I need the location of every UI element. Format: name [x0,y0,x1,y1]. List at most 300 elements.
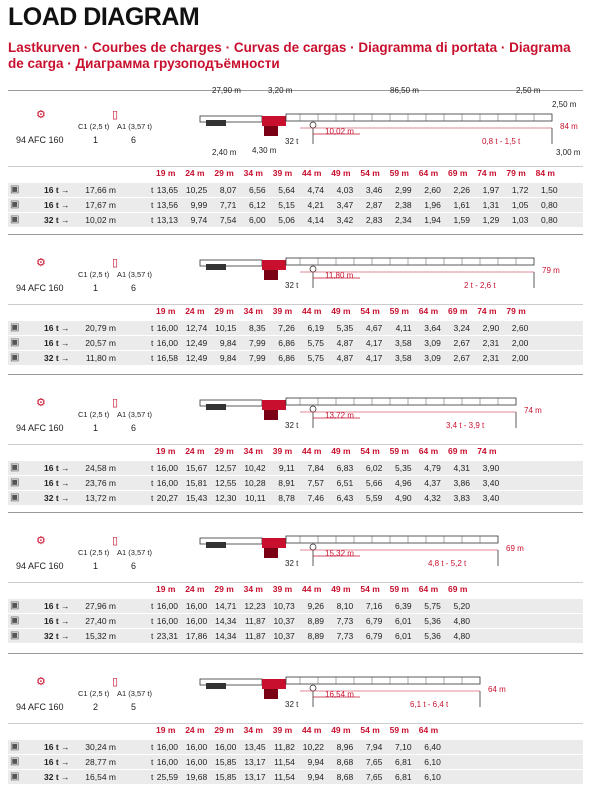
column-header: 49 m [331,306,351,316]
crane-symbol-icon: ⚙ [36,109,46,121]
capacity-value: 13,45 [244,742,266,752]
column-header: 19 m [156,725,176,735]
capacity-value: 12,30 [215,493,237,503]
capacity-value: 8,07 [219,185,237,195]
slewing-unit [262,400,286,410]
capacity-value: 16,00 [156,757,178,767]
capacity-value: 6,79 [365,631,383,641]
capacity-value: 6,01 [395,616,412,626]
dim-tip-height: 2,50 m [552,100,577,109]
column-header: 39 m [272,168,293,178]
column-header: 69 m [448,306,468,316]
column-header: 29 m [214,446,234,456]
column-header: 64 m [418,446,439,456]
capacity-value: 1,72 [511,185,529,195]
page-subtitle: Lastkurven · Courbes de charges · Curvas de cargas · Diagramma di portata · Diagrama de carga · Диаграмма грузоподъёмности [8,40,571,71]
capacity-value: 16,00 [185,601,208,611]
column-header: 29 m [214,306,234,316]
capacity-value: 12,49 [185,353,208,363]
capacity-value: 16,00 [215,742,237,752]
trolley-hook [310,406,316,412]
capacity-value: 7,65 [365,757,383,767]
column-header: 54 m [360,725,380,735]
capacity-value: 6,00 [249,215,266,225]
capacity-value: 3,83 [453,493,470,503]
capacity-value: 12,74 [185,323,208,333]
capacity-value: 16,00 [156,742,178,752]
counterweight [206,404,226,410]
capacity-value: 2,87 [365,200,383,210]
capacity-value: 7,99 [249,353,266,363]
a1-value: 6 [131,423,137,433]
hook-icon: ▣ [10,741,20,752]
model-name: 94 AFC 160 [16,423,64,433]
column-header: 24 m [185,446,205,456]
boom-symbol-icon: ▯ [112,257,119,269]
capacity-value: 14,71 [215,601,237,611]
capacity-value: 10,37 [273,631,295,641]
capacity-value: 6,19 [307,323,324,333]
load-table-block [0,516,591,666]
column-header: 44 m [302,584,322,594]
hook-icon: ▣ [10,630,20,641]
capacity-value: 9,84 [219,338,237,348]
capacity-value: 16,00 [185,742,208,752]
load-value: 32 t → [44,493,70,503]
column-header: 54 m [360,584,380,594]
cabin [264,270,278,280]
page-title: LOAD DIAGRAM [8,3,200,31]
column-header: 54 m [360,168,380,178]
load-value: 32 t → [44,215,70,225]
column-header: 59 m [389,584,409,594]
model-name: 94 AFC 160 [16,283,64,293]
a1-value: 5 [131,702,137,712]
capacity-value: 1,31 [482,200,500,210]
capacity-value: 10,42 [244,463,266,473]
capacity-value: 3,58 [395,338,412,348]
unit-label: t [151,601,154,611]
capacity-value: 1,96 [424,200,441,210]
reach-value: 17,67 m [85,200,116,210]
capacity-value: 5,36 [424,616,441,626]
capacity-value: 4,17 [365,353,383,363]
capacity-value: 10,28 [244,478,266,488]
reach-value: 10,02 m [85,215,116,225]
reach-label: 10,02 m [325,127,354,136]
capacity-value: 15,85 [215,772,237,782]
c1-label: C1 (2,5 t) [78,689,110,698]
column-header: 24 m [185,168,205,178]
counterweight [206,683,226,689]
column-header: 24 m [185,725,205,735]
header-separator [8,582,583,583]
capacity-value: 6,12 [249,200,266,210]
capacity-value: 4,37 [424,478,441,488]
hook-icon: ▣ [10,337,20,348]
table-row [8,769,583,784]
slewing-unit [262,116,286,126]
capacity-value: 5,06 [278,215,295,225]
load-value: 32 t → [44,772,70,782]
block-separator [8,374,583,375]
column-header: 39 m [272,306,293,316]
column-header: 59 m [389,446,409,456]
capacity-value: 2,34 [395,215,412,225]
hook-icon: ▣ [10,615,20,626]
capacity-value: 7,73 [336,631,354,641]
capacity-value: 16,00 [156,323,178,333]
unit-label: t [151,742,154,752]
column-header: 29 m [214,725,234,735]
dim-hook-height: 3,00 m [556,148,581,157]
capacity-value: 2,26 [453,185,470,195]
table-row [8,335,583,350]
table-row [8,598,583,613]
capacity-value: 2,31 [482,353,500,363]
capacity-value: 9,94 [307,772,324,782]
column-header: 39 m [272,584,293,594]
jib [286,677,480,684]
capacity-value: 3,09 [424,353,441,363]
trolley-hook [310,122,316,128]
capacity-value: 5,59 [365,493,383,503]
column-header: 84 m [535,168,555,178]
capacity-value: 7,26 [278,323,295,333]
tip-load-label: 6,1 t - 6,4 t [410,700,449,709]
capacity-value: 5,66 [365,478,383,488]
unit-label: t [151,353,154,363]
reach-value: 30,24 m [85,742,116,752]
column-header: 39 m [272,446,293,456]
column-header: 49 m [331,168,351,178]
capacity-value: 7,16 [365,601,383,611]
capacity-value: 5,75 [307,353,324,363]
unit-label: t [151,215,154,225]
tip-load-label: 0,8 t - 1,5 t [482,137,521,146]
capacity-value: 25,59 [156,772,178,782]
reach-label: 13,72 m [325,411,354,420]
capacity-value: 5,15 [278,200,295,210]
capacity-value: 5,35 [336,323,354,333]
c1-value: 1 [93,283,99,293]
load-value: 32 t → [44,631,70,641]
capacity-value: 6,86 [278,353,295,363]
c1-value: 1 [93,561,99,571]
reach-label: 15,32 m [325,549,354,558]
a1-value: 6 [131,135,137,145]
table-row [8,628,583,643]
reach-value: 11,80 m [85,353,116,363]
c1-value: 2 [93,702,99,712]
capacity-value: 15,67 [185,463,208,473]
table-row [8,182,583,197]
capacity-value: 20,27 [156,493,178,503]
load-value: 16 t → [44,463,70,473]
column-header: 34 m [243,168,263,178]
column-header: 74 m [477,446,497,456]
trolley-hook [310,685,316,691]
model-name: 94 AFC 160 [16,702,64,712]
column-header: 64 m [418,168,439,178]
c1-value: 1 [93,423,99,433]
capacity-value: 7,71 [219,200,237,210]
capacity-value: 7,84 [307,463,324,473]
dim-tail-height: 2,40 m [212,148,237,157]
capacity-value: 3,46 [365,185,383,195]
hook-icon: ▣ [10,492,20,503]
capacity-value: 2,83 [365,215,383,225]
capacity-value: 16,00 [156,338,178,348]
capacity-value: 3,09 [424,338,441,348]
capacity-value: 4,67 [365,323,383,333]
capacity-value: 4,21 [307,200,324,210]
crane-symbol-icon: ⚙ [36,676,46,688]
capacity-value: 8,91 [278,478,295,488]
c1-label: C1 (2,5 t) [78,548,110,557]
capacity-value: 6,86 [278,338,295,348]
unit-label: t [151,757,154,767]
reach-value: 23,76 m [85,478,116,488]
capacity-value: 2,90 [482,323,500,333]
capacity-value: 6,51 [336,478,354,488]
capacity-value: 5,64 [278,185,295,195]
capacity-value: 7,99 [249,338,266,348]
column-header: 79 m [506,306,526,316]
a1-label: A1 (3,57 t) [117,548,153,557]
capacity-value: 6,81 [395,772,412,782]
capacity-value: 6,01 [395,631,412,641]
unit-label: t [151,631,154,641]
tip-load-label: 3,4 t - 3,9 t [446,421,485,430]
model-name: 94 AFC 160 [16,135,64,145]
capacity-value: 11,87 [244,631,266,641]
capacity-value: 4,17 [365,338,383,348]
table-row [8,460,583,475]
capacity-value: 2,60 [424,185,441,195]
column-header: 54 m [360,446,380,456]
capacity-value: 1,03 [511,215,529,225]
load-value: 16 t → [44,742,70,752]
crane-symbol-icon: ⚙ [36,535,46,547]
capacity-value: 8,78 [278,493,295,503]
capacity-value: 2,67 [453,338,470,348]
column-header: 24 m [185,306,205,316]
column-header: 69 m [448,584,468,594]
capacity-value: 4,11 [395,323,412,333]
load-value: 16 t → [44,478,70,488]
column-header: 74 m [477,306,497,316]
capacity-value: 11,54 [274,772,295,782]
block-separator [8,512,583,513]
cabin [264,689,278,699]
capacity-value: 8,89 [307,616,324,626]
capacity-value: 2,60 [511,323,529,333]
capacity-value: 4,90 [395,493,412,503]
counterweight [206,542,226,548]
capacity-value: 16,00 [156,478,178,488]
load-capacity-label: 32 t [285,559,299,568]
load-value: 32 t → [44,353,70,363]
capacity-value: 5,36 [424,631,441,641]
capacity-value: 6,10 [424,772,441,782]
capacity-value: 3,90 [482,463,500,473]
column-header: 64 m [418,584,439,594]
capacity-value: 10,73 [273,601,295,611]
column-header: 39 m [272,725,293,735]
capacity-value: 8,89 [307,631,324,641]
capacity-value: 4,80 [453,631,470,641]
a1-label: A1 (3,57 t) [117,689,153,698]
capacity-value: 4,31 [453,463,470,473]
boom-symbol-icon: ▯ [112,397,119,409]
capacity-value: 10,15 [215,323,237,333]
column-header: 34 m [243,306,263,316]
capacity-value: 1,61 [453,200,470,210]
load-table-block [0,657,591,807]
capacity-value: 6,39 [395,601,412,611]
load-value: 16 t → [44,601,70,611]
capacity-value: 8,35 [249,323,266,333]
capacity-value: 3,47 [336,200,354,210]
capacity-value: 8,68 [336,757,354,767]
slewing-unit [262,260,286,270]
column-header: 59 m [389,725,409,735]
column-header: 34 m [243,584,263,594]
column-header: 59 m [389,306,409,316]
capacity-value: 14,34 [215,631,237,641]
header-separator [8,723,583,724]
capacity-value: 7,65 [365,772,383,782]
load-capacity-label: 32 t [285,137,299,146]
reach-value: 17,66 m [85,185,116,195]
table-row [8,197,583,212]
capacity-value: 16,00 [185,757,208,767]
capacity-value: 9,84 [219,353,237,363]
capacity-value: 6,79 [365,616,383,626]
reach-value: 16,54 m [85,772,116,782]
reach-value: 20,57 m [85,338,116,348]
hook-icon: ▣ [10,199,20,210]
column-header: 44 m [302,725,322,735]
counterweight [206,264,226,270]
tip-load-label: 4,8 t - 5,2 t [428,559,467,568]
capacity-value: 9,11 [278,463,295,473]
block-separator [8,234,583,235]
capacity-value: 1,29 [482,215,500,225]
capacity-value: 7,73 [336,616,354,626]
dim-tip: 2,50 m [516,86,541,95]
dim-counter-jib: 27,90 m [212,86,241,95]
max-reach-label: 74 m [524,406,542,415]
reach-value: 20,79 m [85,323,116,333]
capacity-value: 4,14 [307,215,324,225]
block-separator [8,653,583,654]
a1-label: A1 (3,57 t) [117,410,153,419]
capacity-value: 7,10 [395,742,412,752]
capacity-value: 7,54 [219,215,237,225]
column-header: 64 m [418,725,439,735]
capacity-value: 11,87 [244,616,266,626]
capacity-value: 10,11 [244,493,266,503]
column-header: 54 m [360,306,380,316]
hook-icon: ▣ [10,214,20,225]
capacity-value: 1,94 [424,215,441,225]
capacity-value: 4,87 [336,353,354,363]
capacity-value: 6,81 [395,757,412,767]
dim-jib-length: 86,50 m [390,86,419,95]
table-row [8,754,583,769]
capacity-value: 1,59 [453,215,470,225]
unit-label: t [151,616,154,626]
max-reach-label: 79 m [542,266,560,275]
capacity-value: 15,43 [185,493,208,503]
capacity-value: 16,00 [185,616,208,626]
capacity-value: 6,56 [249,185,266,195]
capacity-value: 23,31 [156,631,178,641]
capacity-value: 7,94 [365,742,383,752]
load-capacity-label: 32 t [285,281,299,290]
table-row [8,739,583,754]
header-separator [8,304,583,305]
hook-icon: ▣ [10,477,20,488]
a1-label: A1 (3,57 t) [117,270,153,279]
hook-icon: ▣ [10,322,20,333]
column-header: 49 m [331,584,351,594]
capacity-value: 12,23 [244,601,266,611]
capacity-value: 13,17 [244,757,266,767]
capacity-value: 11,82 [274,742,295,752]
capacity-value: 9,99 [190,200,208,210]
header-separator [8,166,583,167]
reach-label: 16,54 m [325,690,354,699]
jib [286,114,552,121]
load-table-block [0,238,591,388]
column-header: 34 m [243,446,263,456]
capacity-value: 16,00 [156,463,178,473]
column-header: 19 m [156,168,176,178]
capacity-value: 4,03 [336,185,354,195]
column-header: 44 m [302,306,322,316]
column-header: 59 m [389,168,409,178]
load-value: 16 t → [44,757,70,767]
column-header: 44 m [302,446,322,456]
capacity-value: 11,54 [274,757,295,767]
capacity-value: 8,96 [336,742,354,752]
capacity-value: 2,99 [395,185,412,195]
unit-label: t [151,478,154,488]
capacity-value: 13,17 [244,772,266,782]
capacity-value: 9,74 [190,215,208,225]
load-capacity-label: 32 t [285,421,299,430]
hook-icon: ▣ [10,771,20,782]
cabin [264,410,278,420]
crane-symbol-icon: ⚙ [36,397,46,409]
capacity-value: 15,85 [215,757,237,767]
reach-label: 11,80 m [325,271,354,280]
capacity-value: 4,74 [307,185,324,195]
capacity-value: 4,96 [395,478,412,488]
capacity-value: 15,81 [185,478,208,488]
jib [286,258,534,265]
column-header: 24 m [185,584,205,594]
capacity-value: 13,56 [156,200,178,210]
capacity-value: 2,00 [511,338,529,348]
hook-icon: ▣ [10,352,20,363]
capacity-value: 16,00 [156,601,178,611]
column-header: 49 m [331,446,351,456]
a1-value: 6 [131,283,137,293]
